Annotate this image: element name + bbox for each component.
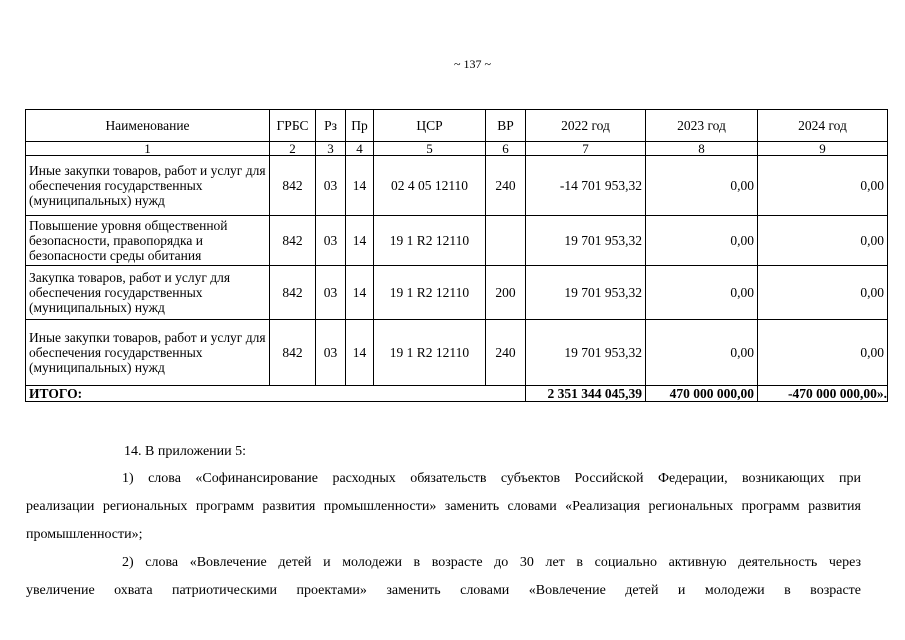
column-number: 9 [758, 142, 888, 156]
row-2024: 0,00 [758, 216, 888, 266]
row-pr: 14 [346, 266, 374, 320]
row-pr: 14 [346, 216, 374, 266]
row-2022: -14 701 953,32 [526, 156, 646, 216]
table-row [26, 266, 888, 320]
table-row [26, 216, 888, 266]
row-rz: 03 [316, 266, 346, 320]
header-name: Наименование [26, 110, 270, 142]
row-2022: 19 701 953,32 [526, 266, 646, 320]
row-rz: 03 [316, 320, 346, 386]
table-row [26, 320, 888, 386]
column-number: 7 [526, 142, 646, 156]
row-grbs: 842 [270, 216, 316, 266]
table-header-row [26, 110, 888, 142]
budget-table [25, 109, 888, 402]
row-grbs: 842 [270, 320, 316, 386]
row-2023: 0,00 [646, 156, 758, 216]
column-number: 2 [270, 142, 316, 156]
column-number: 6 [486, 142, 526, 156]
total-label: ИТОГО: [26, 386, 526, 402]
row-name: Иные закупки товаров, работ и услуг для обеспечения государственных (муниципальных) нужд [26, 320, 270, 386]
row-2022: 19 701 953,32 [526, 216, 646, 266]
row-grbs: 842 [270, 156, 316, 216]
row-csr: 19 1 R2 12110 [374, 320, 486, 386]
header-pr: Пр [346, 110, 374, 142]
row-pr: 14 [346, 320, 374, 386]
total-2024: -470 000 000,00». [758, 386, 888, 402]
row-2023: 0,00 [646, 266, 758, 320]
total-2023: 470 000 000,00 [646, 386, 758, 402]
paragraph-2-first-line: 2) слова «Вовлечение детей и молодежи в возрасте до 30 лет в социально активную деятельность через [122, 555, 861, 570]
paragraph-2-rest: увеличение охвата патриотическими проектами» заменить словами «Вовлечение детей и молодежи в возрасте [26, 583, 861, 598]
header-2023: 2023 год [646, 110, 758, 142]
row-vr [486, 216, 526, 266]
paragraph-1 [26, 465, 861, 549]
column-number: 1 [26, 142, 270, 156]
row-2022: 19 701 953,32 [526, 320, 646, 386]
row-rz: 03 [316, 216, 346, 266]
paragraph-1-rest: реализации региональных программ развития промышленности» заменить словами «Реализация региональных программ развития промышленности»; [26, 499, 861, 542]
row-2024: 0,00 [758, 320, 888, 386]
row-vr: 240 [486, 320, 526, 386]
row-csr: 02 4 05 12110 [374, 156, 486, 216]
header-rz: Рз [316, 110, 346, 142]
row-grbs: 842 [270, 266, 316, 320]
total-row [26, 386, 888, 402]
row-name: Иные закупки товаров, работ и услуг для обеспечения государственных (муниципальных) нужд [26, 156, 270, 216]
header-2022: 2022 год [526, 110, 646, 142]
row-name: Закупка товаров, работ и услуг для обеспечения государственных (муниципальных) нужд [26, 266, 270, 320]
paragraph-1-first-line: 1) слова «Софинансирование расходных обязательств субъектов Российской Федерации, возникающих при [122, 471, 861, 486]
row-2023: 0,00 [646, 216, 758, 266]
column-number: 5 [374, 142, 486, 156]
row-csr: 19 1 R2 12110 [374, 216, 486, 266]
column-number: 8 [646, 142, 758, 156]
header-2024: 2024 год [758, 110, 888, 142]
row-2024: 0,00 [758, 156, 888, 216]
header-grbs: ГРБС [270, 110, 316, 142]
page-number: ~ 137 ~ [454, 57, 491, 71]
row-csr: 19 1 R2 12110 [374, 266, 486, 320]
row-vr: 240 [486, 156, 526, 216]
row-2024: 0,00 [758, 266, 888, 320]
column-number: 4 [346, 142, 374, 156]
header-vr: ВР [486, 110, 526, 142]
row-pr: 14 [346, 156, 374, 216]
row-name: Повышение уровня общественной безопасности, правопорядка и безопасности среды обитания [26, 216, 270, 266]
total-2022: 2 351 344 045,39 [526, 386, 646, 402]
paragraph-2 [26, 549, 861, 605]
row-rz: 03 [316, 156, 346, 216]
header-csr: ЦСР [374, 110, 486, 142]
column-number-row [26, 142, 888, 156]
row-vr: 200 [486, 266, 526, 320]
item-14-heading: 14. В приложении 5: [124, 444, 247, 459]
table-row [26, 156, 888, 216]
row-2023: 0,00 [646, 320, 758, 386]
column-number: 3 [316, 142, 346, 156]
